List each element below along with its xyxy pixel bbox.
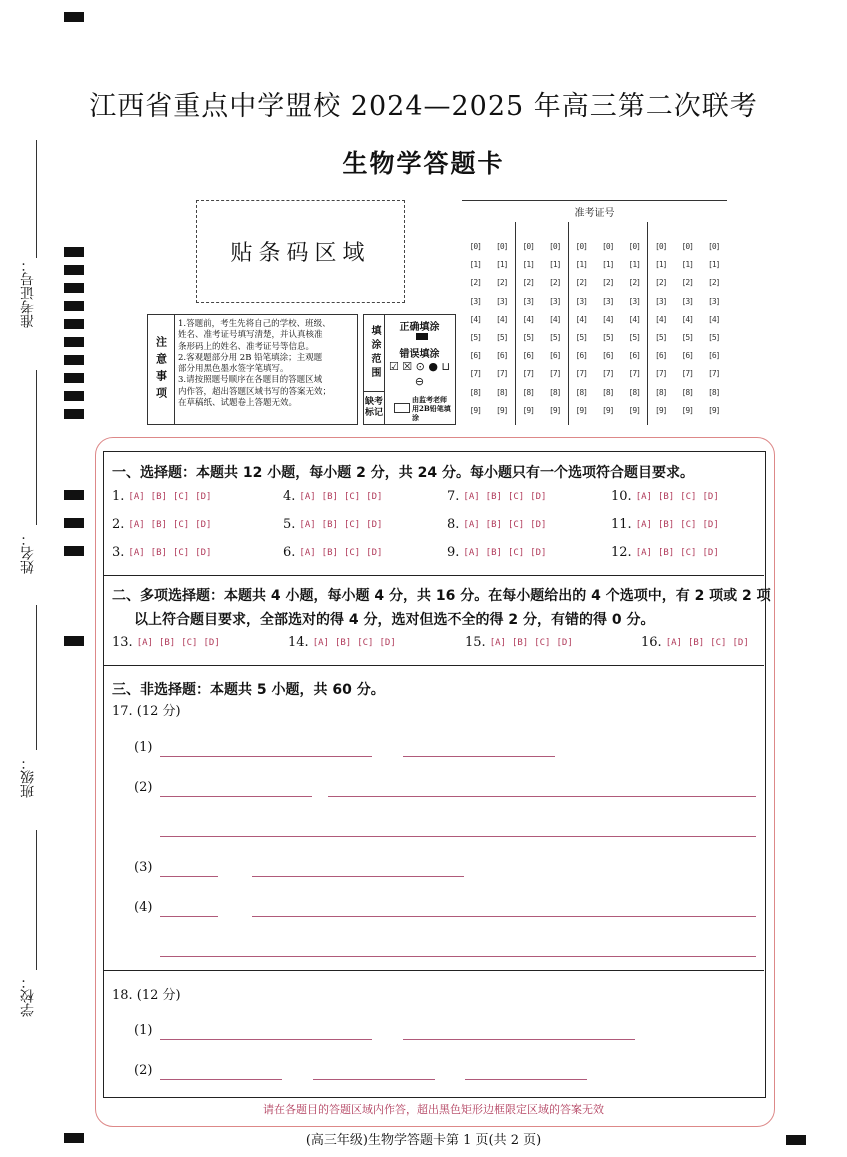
option-bubble-b[interactable]: [B] bbox=[485, 547, 502, 558]
option-bubble-c[interactable]: [C] bbox=[710, 637, 727, 648]
id-grid-row bbox=[462, 278, 727, 287]
id-digit-bubble[interactable]: [7] bbox=[628, 369, 640, 379]
id-digit-bubble[interactable]: [8] bbox=[655, 387, 667, 397]
answer-line[interactable] bbox=[252, 916, 756, 917]
id-grid-top-rule bbox=[462, 200, 727, 201]
id-digit-bubble[interactable]: [5] bbox=[469, 333, 481, 342]
question-number: 4. bbox=[283, 489, 296, 504]
id-digit-bubble[interactable]: [8] bbox=[575, 387, 587, 397]
option-bubble-d[interactable]: [D] bbox=[366, 491, 383, 502]
id-digit-bubble[interactable]: [6] bbox=[522, 351, 534, 361]
wrong-fill-label: 错误填涂 bbox=[399, 349, 440, 360]
id-digit-bubble[interactable]: [5] bbox=[681, 333, 693, 342]
id-digit-bubble[interactable]: [5] bbox=[522, 333, 534, 342]
id-digit-bubble[interactable]: [4] bbox=[681, 314, 693, 324]
id-digit-bubble[interactable]: [1] bbox=[655, 260, 667, 270]
sidebar-id-line bbox=[36, 140, 37, 258]
id-grid-header: 准考证号 bbox=[574, 208, 615, 219]
answer-line[interactable] bbox=[160, 796, 312, 797]
notice-line: 姓名、准考证号填写清楚，并认真核准 bbox=[178, 330, 323, 341]
sidebar-name-label: 姓名： bbox=[20, 532, 36, 574]
option-bubble-b[interactable]: [B] bbox=[334, 637, 352, 648]
id-digit-bubble[interactable]: [6] bbox=[655, 351, 667, 361]
question-number: 5. bbox=[283, 517, 296, 532]
option-bubble-a[interactable]: [A] bbox=[665, 637, 682, 648]
option-bubble-b[interactable]: [B] bbox=[150, 519, 167, 530]
id-digit-bubble[interactable]: [2] bbox=[655, 278, 667, 288]
region-warning: 请在各题目的答题区域内作答，超出黑色矩形边框限定区域的答案无效 bbox=[263, 1103, 604, 1116]
id-digit-bubble[interactable]: [6] bbox=[708, 351, 720, 361]
id-digit-bubble[interactable]: [5] bbox=[602, 333, 614, 342]
wrong-fill-marks: ☑ ☒ ⊙ ● ⊔ ⊖ bbox=[388, 360, 451, 388]
q17-sub2-label: (2) bbox=[134, 780, 153, 795]
answer-line[interactable] bbox=[160, 756, 372, 757]
option-bubble-a[interactable]: [A] bbox=[489, 637, 506, 648]
sidebar-class-label: 班级： bbox=[20, 756, 36, 798]
option-bubble-c[interactable]: [C] bbox=[680, 547, 697, 558]
id-digit-bubble[interactable]: [4] bbox=[628, 314, 640, 324]
absent-label: 缺考标记 bbox=[364, 392, 385, 424]
option-bubble-c[interactable]: [C] bbox=[507, 519, 525, 530]
id-digit-bubble[interactable]: [2] bbox=[681, 278, 693, 288]
option-bubble-d[interactable]: [D] bbox=[702, 491, 719, 502]
id-digit-bubble[interactable]: [2] bbox=[469, 278, 481, 288]
multi-choice-question bbox=[288, 635, 402, 650]
answer-line[interactable] bbox=[160, 836, 756, 837]
answer-line[interactable] bbox=[160, 956, 756, 957]
question-number: 6. bbox=[283, 545, 296, 560]
option-bubble-b[interactable]: [B] bbox=[657, 491, 675, 502]
id-digit-bubble[interactable]: [3] bbox=[549, 296, 561, 306]
section2-title-line1: 二、多项选择题：本题共 4 小题，每小题 4 分，共 16 分。在每小题给出的 4 个选项中，有 2 项或 2 项 bbox=[112, 588, 771, 604]
id-digit-bubble[interactable]: [2] bbox=[602, 278, 614, 288]
absent-mark-box bbox=[394, 403, 410, 413]
option-bubble-c[interactable]: [C] bbox=[343, 491, 361, 502]
option-bubble-c[interactable]: [C] bbox=[680, 519, 697, 530]
question-number: 15. bbox=[465, 635, 486, 650]
option-bubble-c[interactable]: [C] bbox=[343, 519, 361, 530]
option-bubble-b[interactable]: [B] bbox=[158, 637, 176, 648]
timing-mark bbox=[64, 355, 84, 365]
choice-question bbox=[447, 545, 552, 560]
id-digit-bubble[interactable]: [8] bbox=[602, 387, 614, 397]
id-digit-bubble[interactable]: [9] bbox=[602, 405, 614, 415]
id-digit-bubble[interactable]: [8] bbox=[681, 387, 693, 397]
id-digit-bubble[interactable]: [9] bbox=[628, 405, 640, 415]
id-digit-bubble[interactable]: [3] bbox=[469, 296, 481, 306]
option-bubble-d[interactable]: [D] bbox=[366, 547, 383, 558]
option-bubble-c[interactable]: [C] bbox=[181, 637, 198, 648]
choice-question bbox=[112, 517, 217, 532]
choice-question bbox=[611, 489, 725, 504]
question-number: 7. bbox=[447, 489, 460, 504]
option-bubble-c[interactable]: [C] bbox=[680, 491, 697, 502]
timing-mark bbox=[64, 247, 84, 257]
id-digit-bubble[interactable]: [5] bbox=[655, 333, 667, 342]
id-digit-bubble[interactable]: [1] bbox=[681, 260, 693, 270]
q17-sub3-label: (3) bbox=[134, 860, 153, 875]
id-digit-bubble[interactable]: [2] bbox=[496, 278, 508, 288]
id-digit-bubble[interactable]: [1] bbox=[602, 260, 614, 270]
id-digit-bubble[interactable]: [6] bbox=[681, 351, 693, 361]
section1-title: 一、选择题：本题共 12 小题，每小题 2 分，共 24 分。每小题只有一个选项符合题目要求。 bbox=[112, 465, 694, 481]
option-bubble-d[interactable]: [D] bbox=[379, 637, 396, 648]
id-digit-bubble[interactable]: [8] bbox=[522, 387, 534, 397]
correct-fill-label: 正确填涂 bbox=[399, 322, 440, 333]
option-bubble-a[interactable]: [A] bbox=[136, 637, 153, 648]
correct-fill-mark bbox=[416, 333, 428, 340]
q17-sub4-label: (4) bbox=[134, 900, 153, 915]
id-digit-bubble[interactable]: [1] bbox=[708, 260, 720, 270]
q18-sub1-label: (1) bbox=[134, 1023, 153, 1038]
id-digit-bubble[interactable]: [4] bbox=[655, 314, 667, 324]
sidebar-name-line bbox=[36, 370, 37, 525]
option-bubble-d[interactable]: [D] bbox=[702, 547, 719, 558]
id-digit-bubble[interactable]: [7] bbox=[681, 369, 693, 379]
id-grid-row bbox=[462, 260, 727, 269]
timing-mark bbox=[64, 283, 84, 293]
id-grid-row bbox=[462, 369, 727, 378]
id-digit-bubble[interactable]: [5] bbox=[708, 333, 720, 342]
id-digit-bubble[interactable]: [0] bbox=[496, 242, 508, 251]
exam-title: 江西省重点中学盟校 2024—2025 年高三第二次联考 bbox=[89, 91, 758, 122]
id-grid-row bbox=[462, 333, 727, 342]
notice-line: 条形码上的姓名、准考证号等信息。 bbox=[178, 341, 315, 352]
option-bubble-b[interactable]: [B] bbox=[657, 547, 675, 558]
id-digit-bubble[interactable]: [7] bbox=[522, 369, 534, 379]
id-digit-bubble[interactable]: [3] bbox=[575, 296, 587, 306]
id-digit-bubble[interactable]: [1] bbox=[628, 260, 640, 270]
choice-question bbox=[611, 517, 725, 532]
option-bubble-a[interactable]: [A] bbox=[299, 519, 316, 530]
timing-mark bbox=[64, 301, 84, 311]
question-number: 13. bbox=[112, 635, 133, 650]
id-digit-bubble[interactable]: [6] bbox=[469, 351, 481, 361]
option-bubble-b[interactable]: [B] bbox=[687, 637, 705, 648]
timing-mark bbox=[64, 391, 84, 401]
option-bubble-b[interactable]: [B] bbox=[150, 547, 167, 558]
id-digit-bubble[interactable]: [9] bbox=[496, 405, 508, 415]
option-bubble-d[interactable]: [D] bbox=[195, 491, 212, 502]
option-bubble-b[interactable]: [B] bbox=[657, 519, 675, 530]
option-bubble-a[interactable]: [A] bbox=[635, 519, 652, 530]
choice-question bbox=[283, 545, 388, 560]
id-digit-bubble[interactable]: [7] bbox=[708, 369, 720, 379]
answer-line[interactable] bbox=[160, 916, 218, 917]
notice-line: 2.客观题部分用 2B 铅笔填涂；主观题 bbox=[178, 352, 323, 363]
timing-mark bbox=[64, 265, 84, 275]
answer-line[interactable] bbox=[160, 1079, 282, 1080]
id-digit-bubble[interactable]: [2] bbox=[575, 278, 587, 288]
fill-guide bbox=[363, 314, 456, 425]
id-digit-bubble[interactable]: [6] bbox=[549, 351, 561, 361]
id-digit-bubble[interactable]: [9] bbox=[655, 405, 667, 415]
id-grid-row bbox=[462, 315, 727, 324]
id-digit-bubble[interactable]: [8] bbox=[549, 387, 561, 397]
answer-line[interactable] bbox=[252, 876, 464, 877]
question-number: 9. bbox=[447, 545, 460, 560]
option-bubble-c[interactable]: [C] bbox=[357, 637, 374, 648]
option-bubble-d[interactable]: [D] bbox=[366, 519, 383, 530]
id-digit-bubble[interactable]: [4] bbox=[549, 314, 561, 324]
fill-range-label: 填涂范围 bbox=[364, 315, 385, 392]
timing-mark bbox=[64, 490, 84, 500]
id-digit-bubble[interactable]: [7] bbox=[496, 369, 508, 379]
question-number: 14. bbox=[288, 635, 309, 650]
id-digit-bubble[interactable]: [6] bbox=[575, 351, 587, 361]
option-bubble-d[interactable]: [D] bbox=[203, 637, 220, 648]
notice-line: 部分用黑色墨水签字笔填写。 bbox=[178, 364, 289, 375]
option-bubble-c[interactable]: [C] bbox=[172, 519, 190, 530]
id-grid-row bbox=[462, 242, 727, 251]
sidebar-class-line bbox=[36, 605, 37, 750]
absent-text: 由监考老师用2B铅笔填涂 bbox=[412, 395, 451, 422]
timing-mark bbox=[64, 636, 84, 646]
question-number: 8. bbox=[447, 517, 460, 532]
option-bubble-b[interactable]: [B] bbox=[150, 491, 167, 502]
sidebar-school-line bbox=[36, 830, 37, 970]
option-bubble-b[interactable]: [B] bbox=[485, 519, 502, 530]
option-bubble-a[interactable]: [A] bbox=[635, 547, 652, 558]
choice-question bbox=[611, 545, 725, 560]
id-grid-row bbox=[462, 406, 727, 415]
timing-mark bbox=[64, 409, 84, 419]
id-digit-bubble[interactable]: [9] bbox=[522, 405, 534, 415]
section2-divider bbox=[103, 575, 764, 576]
id-digit-bubble[interactable]: [8] bbox=[708, 387, 720, 397]
id-digit-bubble[interactable]: [9] bbox=[549, 405, 561, 415]
id-digit-bubble[interactable]: [0] bbox=[655, 242, 667, 251]
id-digit-bubble[interactable]: [6] bbox=[602, 351, 614, 361]
answer-line[interactable] bbox=[328, 796, 756, 797]
answer-line[interactable] bbox=[465, 1079, 587, 1080]
timing-mark bbox=[64, 319, 84, 329]
option-bubble-b[interactable]: [B] bbox=[321, 547, 338, 558]
question-number: 3. bbox=[112, 545, 125, 560]
choice-question bbox=[447, 489, 552, 504]
option-bubble-c[interactable]: [C] bbox=[343, 547, 361, 558]
choice-question bbox=[112, 545, 217, 560]
q18-divider bbox=[103, 970, 764, 971]
option-bubble-a[interactable]: [A] bbox=[299, 491, 316, 502]
option-bubble-a[interactable]: [A] bbox=[463, 491, 480, 502]
option-bubble-c[interactable]: [C] bbox=[172, 547, 190, 558]
option-bubble-a[interactable]: [A] bbox=[635, 491, 652, 502]
id-digit-bubble[interactable]: [9] bbox=[681, 405, 693, 415]
option-bubble-d[interactable]: [D] bbox=[702, 519, 719, 530]
id-digit-bubble[interactable]: [3] bbox=[655, 296, 667, 306]
notice-line: 3.请按照题号顺序在各题目的答题区域 bbox=[178, 375, 323, 386]
question-number: 1. bbox=[112, 489, 125, 504]
option-bubble-c[interactable]: [C] bbox=[172, 491, 190, 502]
multi-choice-question bbox=[641, 635, 755, 650]
id-digit-bubble[interactable]: [6] bbox=[496, 351, 508, 361]
option-bubble-d[interactable]: [D] bbox=[530, 547, 547, 558]
option-bubble-a[interactable]: [A] bbox=[128, 547, 145, 558]
id-digit-bubble[interactable]: [2] bbox=[628, 278, 640, 288]
option-bubble-d[interactable]: [D] bbox=[195, 547, 212, 558]
id-digit-bubble[interactable]: [5] bbox=[496, 333, 508, 342]
option-bubble-c[interactable]: [C] bbox=[534, 637, 551, 648]
id-digit-bubble[interactable]: [8] bbox=[469, 387, 481, 397]
id-digit-bubble[interactable]: [8] bbox=[628, 387, 640, 397]
q18-label: 18. (12 分) bbox=[112, 988, 181, 1003]
id-number-grid bbox=[462, 200, 727, 425]
option-bubble-a[interactable]: [A] bbox=[128, 519, 145, 530]
option-bubble-a[interactable]: [A] bbox=[312, 637, 329, 648]
id-digit-bubble[interactable]: [7] bbox=[469, 369, 481, 379]
timing-mark bbox=[64, 337, 84, 347]
id-digit-bubble[interactable]: [7] bbox=[602, 369, 614, 379]
section3-divider bbox=[103, 665, 764, 666]
choice-question bbox=[283, 517, 388, 532]
id-digit-bubble[interactable]: [0] bbox=[549, 242, 561, 251]
id-digit-bubble[interactable]: [4] bbox=[708, 314, 720, 324]
question-number: 16. bbox=[641, 635, 662, 650]
answer-line[interactable] bbox=[160, 876, 218, 877]
option-bubble-d[interactable]: [D] bbox=[530, 519, 547, 530]
sidebar-school-label: 学校： bbox=[20, 975, 36, 1017]
id-digit-bubble[interactable]: [0] bbox=[628, 242, 640, 251]
notice-text bbox=[178, 319, 353, 409]
option-bubble-d[interactable]: [D] bbox=[732, 637, 749, 648]
timing-mark bbox=[64, 518, 84, 528]
id-digit-bubble[interactable]: [0] bbox=[469, 242, 481, 251]
notice-line: 在草稿纸、试题卷上答题无效。 bbox=[178, 398, 298, 409]
timing-mark bbox=[64, 546, 84, 556]
q18-sub2-label: (2) bbox=[134, 1063, 153, 1078]
subject-title: 生物学答题卡 bbox=[342, 149, 505, 178]
option-bubble-b[interactable]: [B] bbox=[511, 637, 529, 648]
id-digit-bubble[interactable]: [0] bbox=[602, 242, 614, 251]
option-bubble-b[interactable]: [B] bbox=[321, 491, 338, 502]
option-bubble-a[interactable]: [A] bbox=[128, 491, 145, 502]
multi-choice-question bbox=[112, 635, 226, 650]
answer-line[interactable] bbox=[403, 756, 555, 757]
page-footer: (高三年级)生物学答题卡第 1 页(共 2 页) bbox=[305, 1133, 542, 1148]
answer-line[interactable] bbox=[160, 1039, 372, 1040]
question-number: 10. bbox=[611, 489, 632, 504]
notice-line: 1.答题前，考生先将自己的学校、班级、 bbox=[178, 319, 331, 329]
option-bubble-d[interactable]: [D] bbox=[530, 491, 547, 502]
id-digit-bubble[interactable]: [9] bbox=[708, 405, 720, 415]
id-digit-bubble[interactable]: [3] bbox=[602, 296, 614, 306]
id-digit-bubble[interactable]: [1] bbox=[469, 260, 481, 270]
option-bubble-d[interactable]: [D] bbox=[556, 637, 573, 648]
id-digit-bubble[interactable]: [3] bbox=[708, 296, 720, 306]
id-digit-bubble[interactable]: [3] bbox=[522, 296, 534, 306]
id-digit-bubble[interactable]: [2] bbox=[522, 278, 534, 288]
timing-mark bbox=[64, 373, 84, 383]
notice-line: 内作答，超出答题区域书写的答案无效； bbox=[178, 386, 332, 397]
id-digit-bubble[interactable]: [3] bbox=[496, 296, 508, 306]
option-bubble-b[interactable]: [B] bbox=[485, 491, 502, 502]
option-bubble-b[interactable]: [B] bbox=[321, 519, 338, 530]
question-number: 11. bbox=[611, 517, 632, 532]
id-digit-bubble[interactable]: [1] bbox=[496, 260, 508, 270]
answer-line[interactable] bbox=[313, 1079, 435, 1080]
id-digit-bubble[interactable]: [2] bbox=[708, 278, 720, 288]
id-digit-bubble[interactable]: [0] bbox=[681, 242, 693, 251]
option-bubble-d[interactable]: [D] bbox=[195, 519, 212, 530]
id-grid-row bbox=[462, 388, 727, 397]
section2-title-line2: 以上符合题目要求，全部选对的得 4 分，选对但选不全的得 2 分，有错的得 0 分。 bbox=[134, 612, 655, 628]
section3-title: 三、非选择题：本题共 5 小题，共 60 分。 bbox=[112, 682, 385, 698]
multi-choice-question bbox=[465, 635, 579, 650]
notice-box bbox=[147, 314, 358, 425]
id-digit-bubble[interactable]: [4] bbox=[575, 314, 587, 324]
q17-sub1-label: (1) bbox=[134, 740, 153, 755]
id-digit-bubble[interactable]: [6] bbox=[628, 351, 640, 361]
option-bubble-c[interactable]: [C] bbox=[507, 491, 525, 502]
option-bubble-a[interactable]: [A] bbox=[463, 519, 480, 530]
answer-line[interactable] bbox=[403, 1039, 635, 1040]
id-digit-bubble[interactable]: [4] bbox=[469, 314, 481, 324]
id-grid-row bbox=[462, 351, 727, 360]
id-digit-bubble[interactable]: [7] bbox=[549, 369, 561, 379]
id-digit-bubble[interactable]: [4] bbox=[522, 314, 534, 324]
id-digit-bubble[interactable]: [0] bbox=[708, 242, 720, 251]
id-digit-bubble[interactable]: [2] bbox=[549, 278, 561, 288]
choice-question bbox=[112, 489, 217, 504]
corner-mark-top-left bbox=[64, 12, 84, 22]
id-grid-row bbox=[462, 297, 727, 306]
id-digit-bubble[interactable]: [7] bbox=[655, 369, 667, 379]
id-digit-bubble[interactable]: [0] bbox=[575, 242, 587, 251]
question-number: 2. bbox=[112, 517, 125, 532]
option-bubble-a[interactable]: [A] bbox=[299, 547, 316, 558]
id-digit-bubble[interactable]: [9] bbox=[469, 405, 481, 415]
notice-label: 注意事项 bbox=[148, 315, 175, 424]
barcode-area: 贴条码区域 bbox=[196, 200, 405, 303]
option-bubble-c[interactable]: [C] bbox=[507, 547, 525, 558]
id-digit-bubble[interactable]: [7] bbox=[575, 369, 587, 379]
question-number: 12. bbox=[611, 545, 632, 560]
id-digit-bubble[interactable]: [5] bbox=[549, 333, 561, 342]
choice-question bbox=[447, 517, 552, 532]
sidebar-id-label: 准考证号： bbox=[20, 258, 36, 328]
choice-question bbox=[283, 489, 388, 504]
id-digit-bubble[interactable]: [1] bbox=[522, 260, 534, 270]
id-digit-bubble[interactable]: [1] bbox=[549, 260, 561, 270]
id-digit-bubble[interactable]: [1] bbox=[575, 260, 587, 270]
option-bubble-a[interactable]: [A] bbox=[463, 547, 480, 558]
id-digit-bubble[interactable]: [5] bbox=[628, 333, 640, 342]
id-digit-bubble[interactable]: [4] bbox=[496, 314, 508, 324]
id-digit-bubble[interactable]: [3] bbox=[681, 296, 693, 306]
q17-label: 17. (12 分) bbox=[112, 704, 181, 719]
id-digit-bubble[interactable]: [9] bbox=[575, 405, 587, 415]
id-digit-bubble[interactable]: [3] bbox=[628, 296, 640, 306]
id-digit-bubble[interactable]: [8] bbox=[496, 387, 508, 397]
id-digit-bubble[interactable]: [0] bbox=[522, 242, 534, 251]
id-digit-bubble[interactable]: [4] bbox=[602, 314, 614, 324]
id-digit-bubble[interactable]: [5] bbox=[575, 333, 587, 342]
